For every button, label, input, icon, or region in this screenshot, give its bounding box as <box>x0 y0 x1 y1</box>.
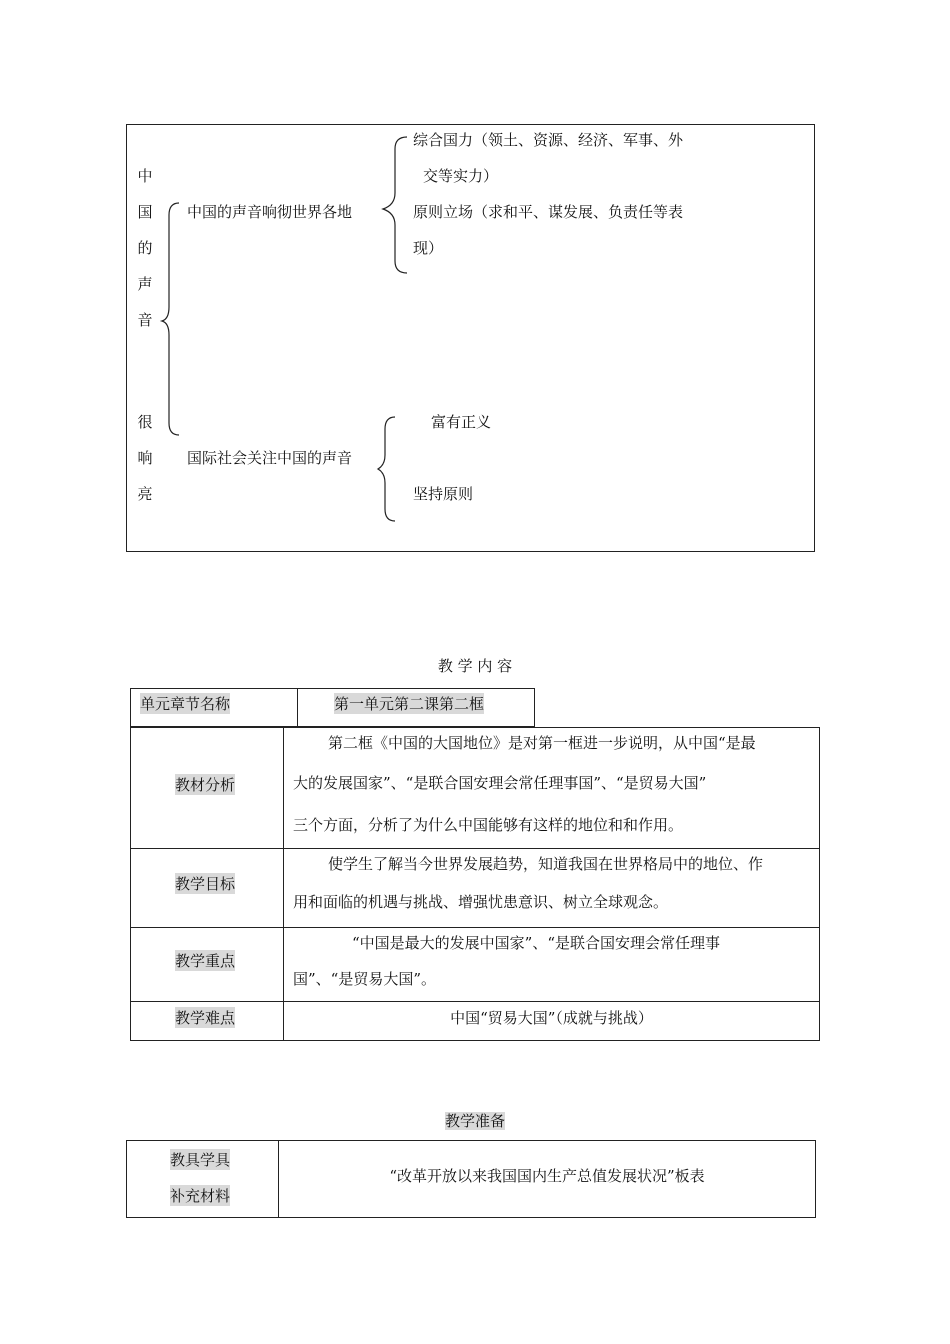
row-content-line: 中国“贸易大国”（成就与挑战） <box>450 1009 653 1027</box>
row-label: 教学目标 <box>175 875 236 893</box>
teaching-prep-title-wrap <box>0 1110 950 1131</box>
prep-label-line1: 教具学具 <box>170 1151 231 1169</box>
row-label: 教学重点 <box>175 952 236 970</box>
row-content-line: 三个方面，分析了为什么中国能够有这样的地位和和作用。 <box>293 816 684 834</box>
prep-value-cell <box>278 1140 816 1218</box>
chapter-label-cell <box>130 688 298 727</box>
row-label-cell <box>130 848 284 928</box>
teaching-content-title: 教 学 内 容 <box>437 657 513 675</box>
branch2-item-2: 坚持原则 <box>413 485 474 503</box>
root-char: 中 <box>137 167 153 185</box>
chapter-value-cell <box>297 688 535 727</box>
row-content-line: 第二框《中国的大国地位》是对第一框进一步说明，从中国“是最 <box>328 734 756 752</box>
row-label: 教材分析 <box>175 776 236 794</box>
teaching-prep-title: 教学准备 <box>444 1112 505 1130</box>
prep-value: “改革开放以来我国国内生产总值发展状况”板表 <box>389 1167 705 1185</box>
row-content-line: 使学生了解当今世界发展趋势，知道我国在世界格局中的地位、作 <box>328 855 764 873</box>
mind-map-box <box>126 124 815 552</box>
root-char: 国 <box>137 203 153 221</box>
branch1-item-2-line2: 现） <box>413 239 444 257</box>
branch1-item-2-line1: 原则立场（求和平、谋发展、负责任等表 <box>413 203 684 221</box>
root-char: 响 <box>137 449 153 467</box>
row-label-cell <box>130 927 284 1002</box>
row-content-cell <box>283 727 820 849</box>
branch1-item-1-line1: 综合国力（领土、资源、经济、军事、外 <box>413 131 684 149</box>
branch2-item-1: 富有正义 <box>431 413 492 431</box>
prep-label-cell <box>126 1140 279 1218</box>
root-char: 的 <box>137 239 153 257</box>
row-content-line: 用和面临的机遇与挑战、增强忧患意识、树立全球观念。 <box>293 893 669 911</box>
chapter-label: 单元章节名称 <box>140 695 231 713</box>
row-content-cell <box>283 848 820 928</box>
branch1-item-1-line2: 交等实力） <box>423 167 499 185</box>
root-char: 亮 <box>137 485 153 503</box>
row-label-cell <box>130 1001 284 1041</box>
chapter-value: 第一单元第二课第二框 <box>334 695 485 713</box>
root-char: 很 <box>137 413 153 431</box>
branch2-brace <box>377 415 397 523</box>
row-content-line: 国”、“是贸易大国”。 <box>293 970 437 988</box>
root-char: 音 <box>137 311 153 329</box>
row-label-cell <box>130 727 284 849</box>
main-brace <box>161 201 181 437</box>
branch-label-2: 国际社会关注中国的声音 <box>187 449 353 467</box>
row-content-line: “中国是最大的发展中国家”、“是联合国安理会常任理事 <box>352 934 721 952</box>
branch-label-1: 中国的声音响彻世界各地 <box>187 203 353 221</box>
prep-label-line2: 补充材料 <box>170 1187 231 1205</box>
row-content-line: 大的发展国家”、“是联合国安理会常任理事国”、“是贸易大国” <box>293 774 707 792</box>
branch1-brace <box>381 133 411 275</box>
row-label: 教学难点 <box>175 1009 236 1027</box>
row-content-cell <box>283 927 820 1002</box>
row-content-cell <box>283 1001 820 1041</box>
root-char: 声 <box>137 275 153 293</box>
